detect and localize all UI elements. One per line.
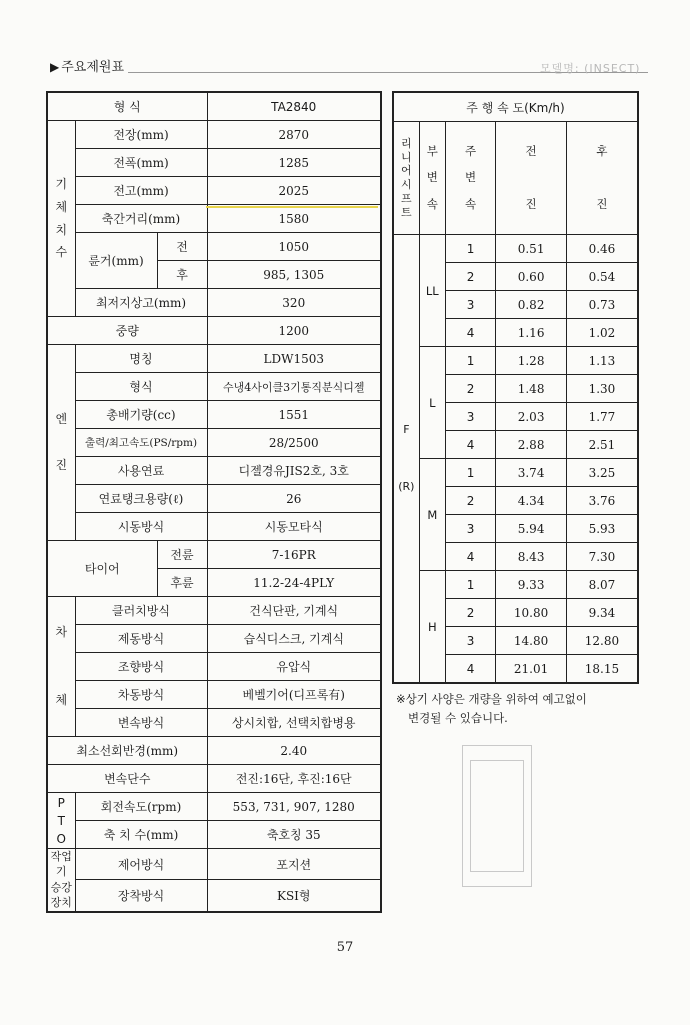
spec-row	[47, 205, 381, 233]
row-value: 26	[207, 485, 381, 513]
sub-shift-range: M	[419, 459, 445, 571]
row-value: 1551	[207, 401, 381, 429]
row-label: 륜거(mm)	[75, 233, 157, 289]
header-reverser: 리 니 어 시 프 트	[393, 122, 419, 235]
row-label: 차동방식	[75, 681, 207, 709]
spec-row	[47, 625, 381, 653]
group-dimensions-label: 기 체 치 수	[55, 176, 68, 260]
row-label: 타이어	[47, 541, 157, 597]
speed-title-row	[393, 92, 638, 122]
main-shift-gear: 3	[445, 515, 495, 543]
row-value: 디젤경유JIS2호, 3호	[207, 457, 381, 485]
row-label: 명칭	[75, 345, 207, 373]
row-label: 총배기량(cc)	[75, 401, 207, 429]
forward-speed: 3.74	[496, 459, 567, 487]
spec-row	[47, 793, 381, 821]
row-label: 전장(mm)	[75, 121, 207, 149]
spec-row	[47, 429, 381, 457]
row-sublabel: 전륜	[157, 541, 207, 569]
main-shift-gear: 2	[445, 599, 495, 627]
reverse-speed: 8.07	[566, 571, 638, 599]
spec-row	[47, 597, 381, 625]
group-dimensions	[47, 121, 75, 317]
spec-row	[47, 880, 381, 912]
row-value: 시동모타식	[207, 513, 381, 541]
row-value: 1285	[207, 149, 381, 177]
reverse-speed: 0.46	[566, 235, 638, 263]
spec-row	[47, 485, 381, 513]
reverse-speed: 5.93	[566, 515, 638, 543]
row-value: 11.2-24-4PLY	[207, 569, 381, 597]
row-label: 축간거리(mm)	[75, 205, 207, 233]
reverse-speed: 18.15	[566, 655, 638, 684]
spec-row	[47, 177, 381, 205]
header-faint-text: 모델명: (INSECT)	[540, 62, 641, 75]
row-sublabel: 후	[157, 261, 207, 289]
spec-row	[47, 765, 381, 793]
main-shift-gear: 3	[445, 403, 495, 431]
spec-row	[47, 681, 381, 709]
spec-row	[47, 653, 381, 681]
main-shift-gear: 1	[445, 459, 495, 487]
forward-speed: 2.03	[496, 403, 567, 431]
spec-row	[47, 289, 381, 317]
forward-speed: 0.82	[496, 291, 567, 319]
group-pto	[47, 793, 75, 849]
main-shift-gear: 2	[445, 487, 495, 515]
speed-header-row	[393, 122, 638, 235]
row-value: 건식단판, 기계식	[207, 597, 381, 625]
group-lift: 작업기 승강장치	[47, 849, 75, 912]
main-shift-gear: 4	[445, 319, 495, 347]
spec-change-note	[396, 690, 587, 728]
row-value: 베벨기어(디프록有)	[207, 681, 381, 709]
spec-head-row	[47, 92, 381, 121]
main-shift-gear: 4	[445, 431, 495, 459]
spec-row	[47, 737, 381, 765]
row-value: 1580	[207, 205, 381, 233]
highlight-mark	[206, 206, 378, 208]
spec-row	[47, 709, 381, 737]
row-label: 클러치방식	[75, 597, 207, 625]
forward-speed: 0.51	[496, 235, 567, 263]
row-value: 축호칭 35	[207, 821, 381, 849]
row-label: 조향방식	[75, 653, 207, 681]
sub-shift-range: L	[419, 347, 445, 459]
row-value: 수냉4사이클3기통직분식디젤	[207, 373, 381, 401]
row-value: LDW1503	[207, 345, 381, 373]
row-value: 포지션	[207, 849, 381, 880]
speed-row	[393, 347, 638, 375]
speed-title: 주 행 속 도(Km/h)	[393, 92, 638, 122]
sub-shift-range: H	[419, 571, 445, 684]
spec-row	[47, 401, 381, 429]
row-label: 최저지상고(mm)	[75, 289, 207, 317]
row-label: 연료탱크용량(ℓ)	[75, 485, 207, 513]
spec-table	[46, 91, 382, 913]
row-label: 형식	[75, 373, 207, 401]
reverse-speed: 2.51	[566, 431, 638, 459]
main-shift-gear: 2	[445, 263, 495, 291]
spec-row	[47, 821, 381, 849]
speed-row	[393, 571, 638, 599]
row-value: 유압식	[207, 653, 381, 681]
row-value: 1050	[207, 233, 381, 261]
spec-row	[47, 541, 381, 569]
speed-table-body	[393, 92, 638, 683]
section-header	[50, 56, 124, 75]
spec-row	[47, 345, 381, 373]
row-label: 사용연료	[75, 457, 207, 485]
row-value: 2.40	[207, 737, 381, 765]
main-shift-gear: 1	[445, 235, 495, 263]
forward-speed: 2.88	[496, 431, 567, 459]
reverse-speed: 1.30	[566, 375, 638, 403]
forward-speed: 0.60	[496, 263, 567, 291]
spec-row	[47, 373, 381, 401]
spec-row	[47, 513, 381, 541]
spec-row	[47, 317, 381, 345]
row-label: 변속방식	[75, 709, 207, 737]
row-value: 28/2500	[207, 429, 381, 457]
header-forward: 전 진	[496, 122, 567, 235]
note-line: 변경될 수 있습니다.	[408, 711, 508, 725]
row-label: 축 치 수(mm)	[75, 821, 207, 849]
reverse-speed: 7.30	[566, 543, 638, 571]
reverse-speed: 1.02	[566, 319, 638, 347]
row-value: 320	[207, 289, 381, 317]
row-value: 1200	[207, 317, 381, 345]
row-sublabel: 후륜	[157, 569, 207, 597]
main-shift-gear: 4	[445, 543, 495, 571]
reverse-speed: 0.73	[566, 291, 638, 319]
reverse-speed: 3.76	[566, 487, 638, 515]
sub-shift-range: LL	[419, 235, 445, 347]
row-label: 전고(mm)	[75, 177, 207, 205]
row-label: 제동방식	[75, 625, 207, 653]
reverse-speed: 3.25	[566, 459, 638, 487]
forward-speed: 1.16	[496, 319, 567, 347]
forward-reverse-label: F (R)	[393, 235, 419, 684]
header-main-shift: 주 변 속	[445, 122, 495, 235]
row-value: 985, 1305	[207, 261, 381, 289]
row-value: 553, 731, 907, 1280	[207, 793, 381, 821]
forward-speed: 5.94	[496, 515, 567, 543]
row-label: 변속단수	[47, 765, 207, 793]
group-vehicle-label: 차 체	[55, 624, 68, 708]
forward-speed: 8.43	[496, 543, 567, 571]
spec-head-label: 형 식	[47, 92, 207, 121]
row-value: 7-16PR	[207, 541, 381, 569]
spec-row	[47, 849, 381, 880]
forward-speed: 1.28	[496, 347, 567, 375]
page-number: 57	[336, 940, 354, 955]
row-value: KSI형	[207, 880, 381, 912]
reverse-speed: 9.34	[566, 599, 638, 627]
row-value: 2870	[207, 121, 381, 149]
header-reverse: 후 진	[566, 122, 638, 235]
row-label: 전폭(mm)	[75, 149, 207, 177]
group-vehicle	[47, 597, 75, 737]
spec-row	[47, 149, 381, 177]
group-pto-label: P T O	[56, 795, 66, 846]
triangle-bullet-icon: ▶	[50, 60, 60, 74]
forward-speed: 10.80	[496, 599, 567, 627]
header-sub-shift: 부 변 속	[419, 122, 445, 235]
row-label: 출력/최고속도(PS/rpm)	[75, 429, 207, 457]
main-shift-gear: 3	[445, 291, 495, 319]
speed-table	[392, 91, 639, 684]
main-shift-gear: 1	[445, 347, 495, 375]
note-line: ※상기 사양은 개량을 위하여 예고없이	[396, 692, 587, 706]
main-shift-gear: 1	[445, 571, 495, 599]
reverse-speed: 1.13	[566, 347, 638, 375]
group-engine	[47, 345, 75, 541]
forward-speed: 21.01	[496, 655, 567, 684]
section-title: 주요제원표	[61, 60, 125, 75]
row-value: 습식디스크, 기계식	[207, 625, 381, 653]
reverse-speed: 0.54	[566, 263, 638, 291]
row-label: 최소선회반경(mm)	[47, 737, 207, 765]
reverse-speed: 1.77	[566, 403, 638, 431]
group-engine-label: 엔 진	[55, 412, 68, 472]
row-label: 제어방식	[75, 849, 207, 880]
forward-speed: 9.33	[496, 571, 567, 599]
forward-speed: 4.34	[496, 487, 567, 515]
spec-head-value: TA2840	[207, 92, 381, 121]
row-label: 시동방식	[75, 513, 207, 541]
main-shift-gear: 3	[445, 627, 495, 655]
forward-speed: 14.80	[496, 627, 567, 655]
reverse-speed: 12.80	[566, 627, 638, 655]
speed-row	[393, 459, 638, 487]
main-shift-gear: 4	[445, 655, 495, 684]
forward-speed: 1.48	[496, 375, 567, 403]
row-value: 2025	[207, 177, 381, 205]
spec-row	[47, 233, 381, 261]
row-label: 장착방식	[75, 880, 207, 912]
row-value: 상시치합, 선택치합병용	[207, 709, 381, 737]
row-label: 회전속도(rpm)	[75, 793, 207, 821]
spec-row	[47, 457, 381, 485]
spec-row	[47, 121, 381, 149]
row-label: 중량	[47, 317, 207, 345]
row-value: 전진:16단, 후진:16단	[207, 765, 381, 793]
main-shift-gear: 2	[445, 375, 495, 403]
speed-row	[393, 235, 638, 263]
row-sublabel: 전	[157, 233, 207, 261]
bleed-through-box	[470, 760, 524, 872]
